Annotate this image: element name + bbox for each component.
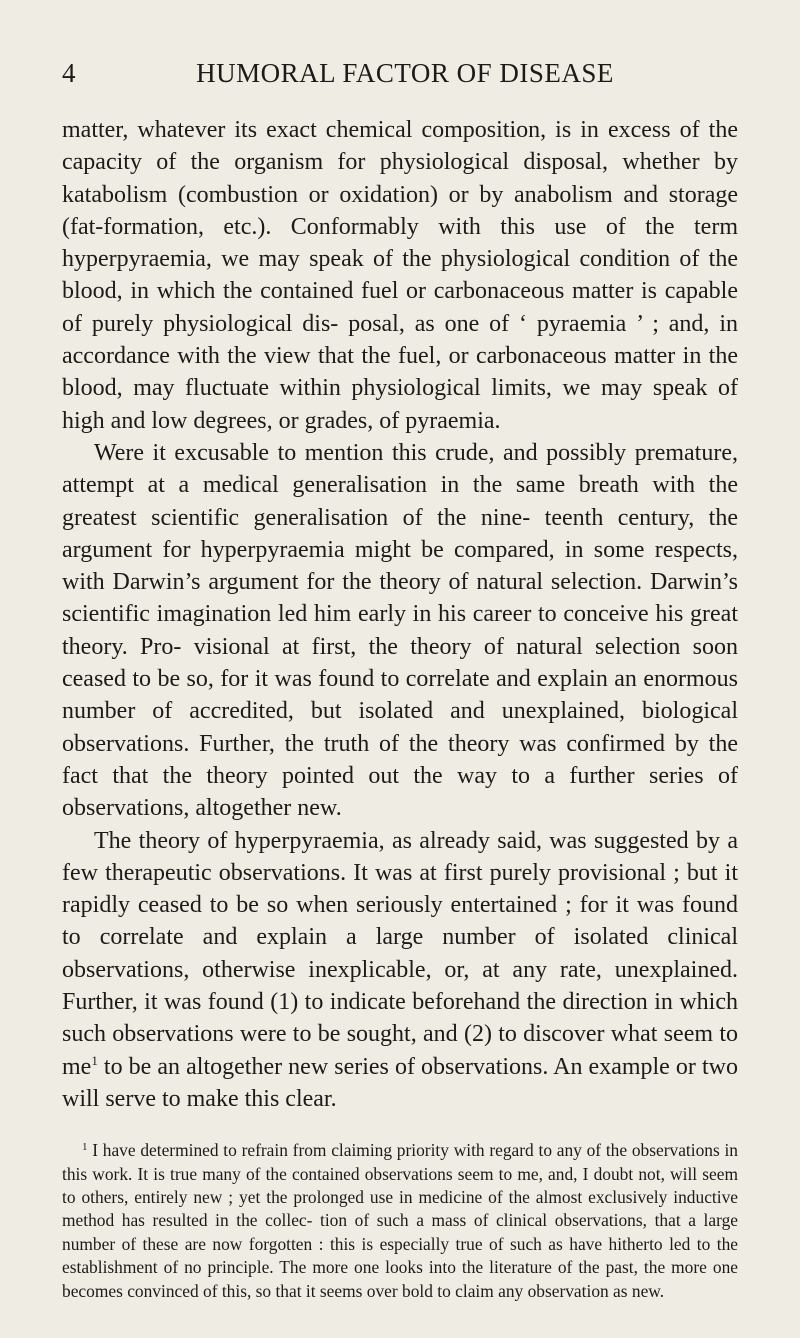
footnote-reference[interactable]: 1 bbox=[91, 1052, 98, 1068]
footnote-text: I have determined to refrain from claiming priority with regard to any of the observations in this work. It is true many of the contained observations seem to me, and, I doubt not, will seem to others, entirely new ; yet the prolonged use in medicine of the almost exclusively inductive method has resulted in the collec- tion of such a mass of clinical observations, that a large number of these are now forgotten : this is especially true of such as have hitherto led to the establishment of no principle. The more one looks into the literature of the past, the more one becomes convinced of this, so that it seems over bold to claim any observation as new. bbox=[62, 1140, 738, 1301]
book-page bbox=[62, 58, 738, 1303]
page-number: 4 bbox=[62, 58, 76, 88]
paragraph-3 bbox=[62, 825, 738, 1116]
running-head bbox=[62, 58, 738, 98]
footnote-marker: 1 bbox=[82, 1141, 88, 1154]
paragraph-3-text: The theory of hyperpyraemia, as already said, was suggested by a few therapeutic observations. It was at first purely provisional ; but it rapidly ceased to be so when seriously entertained ; for it was found to correlate and explain a large number of isolated clinical observations, otherwise inexplicable, or, at any rate, unexplained. Further, it was found (1) to indicate beforehand the direction in which such observations were to be sought, and (2) to discover what seem to me bbox=[62, 827, 738, 1080]
paragraph-2: Were it excusable to mention this crude, and possibly premature, attempt at a medical generalisation in the same breath with the greatest scientific generalisation of the nine- teenth century, the argument for hyperpyraemia might be compared, in some respects, with Darwin’s argument for the theory of natural selection. Darwin’s scientific imagination led him early in his career to conceive his great theory. Pro- visional at first, the theory of natural selection soon ceased to be so, for it was found to correlate and explain an enormous number of accredited, but isolated and unexplained, biological observations. Further, the truth of the theory was confirmed by the fact that the theory pointed out the way to a further series of observations, altogether new. bbox=[62, 439, 738, 822]
running-title: HUMORAL FACTOR OF DISEASE bbox=[196, 58, 614, 88]
body-text bbox=[62, 114, 738, 1115]
footnote bbox=[62, 1139, 738, 1303]
paragraph-1: matter, whatever its exact chemical composition, is in excess of the capacity of the organism for physiological disposal, whether by katabolism (combustion or oxidation) or by anabolism and storage (fat-formation, etc.). Conformably with this use of the term hyperpyraemia, we may speak of the physiological condition of the blood, in which the contained fuel or carbonaceous matter is capable of purely physiological dis- posal, as one of ‘ pyraemia ’ ; and, in accordance with the view that the fuel, or carbonaceous matter in the blood, may fluctuate within physiological limits, we may speak of high and low degrees, or grades, of pyraemia. bbox=[62, 117, 738, 434]
paragraph-3-text-end: to be an altogether new series of observations. An example or two will serve to make this clear. bbox=[62, 1053, 738, 1112]
